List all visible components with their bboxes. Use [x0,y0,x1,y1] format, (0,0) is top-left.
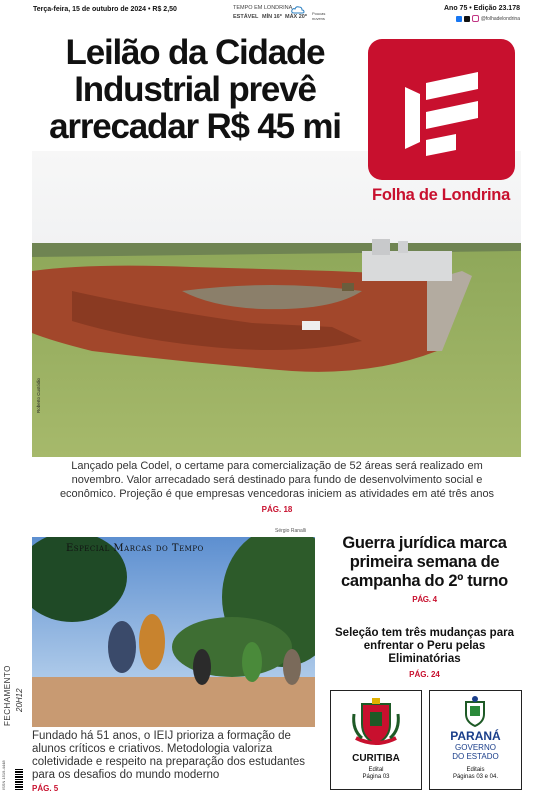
ad-parana-subtitle1: GOVERNO [455,743,496,752]
ad-curitiba-line1: Edital [368,767,384,773]
parana-coat-of-arms-icon [458,694,492,728]
story-election[interactable] [327,534,522,604]
main-caption-text: Lançado pela Codel, o certame para comercialização de 52 áreas será realizado em novembro. Valor arrecadado será destinado para fundo de desenvolvimento social e econômico. Projeção é que empresas vencedoras iniciem as atividades em até três anos [59,460,495,500]
social-handle[interactable]: @folhadelondrina [480,15,520,22]
ad-parana-line2: Páginas 03 e 04. [452,774,499,780]
secondary-page-ref[interactable]: PÁG. 5 [32,784,59,793]
weather-max: MÁX 20º [285,14,307,20]
secondary-photo-title: Especial Marcas do Tempo [66,543,204,554]
folha-logo[interactable] [368,39,515,180]
facebook-icon[interactable] [456,16,462,22]
date-price: Terça-feira, 15 de outubro de 2024 • R$ 2,50 [33,6,177,13]
barcode [15,768,23,790]
brand-name[interactable]: Folha de Londrina [372,186,510,204]
weather-min: MÍN 16º [262,14,282,20]
story-election-page-ref[interactable]: PÁG. 4 [412,595,437,604]
closing-label: FECHAMENTO [3,665,12,726]
main-caption [48,459,506,517]
weather-icon-label: Poucas nuvens [312,11,326,21]
story-election-headline[interactable]: Guerra jurídica marca primeira semana de campanha do 2º turno [341,534,508,590]
curitiba-coat-of-arms-icon [348,694,404,750]
cloud-icon [291,5,305,14]
secondary-photo [32,537,315,727]
story-football-headline[interactable]: Seleção tem três mudanças para enfrentar o Peru pelas Eliminatórias [335,627,514,665]
ad-curitiba[interactable] [330,690,422,790]
edition-number: Ano 75 • Edição 23.178 [444,5,520,12]
weather-title: TEMPO EM LONDRINA [233,5,293,11]
secondary-text [32,730,315,795]
top-bar [33,5,520,23]
ad-parana-subtitle2: DO ESTADO [452,752,499,761]
ad-parana-title: PARANÁ [450,729,501,743]
issn: ISSN 1519-4448 [1,760,6,790]
story-football-page-ref[interactable]: PÁG. 24 [409,670,440,679]
weather-state: ESTÁVEL [233,14,259,20]
main-photo-credit: Roberto Custódio [36,377,41,413]
closing-time: 20H12 [15,688,24,712]
secondary-text-body: Fundado há 51 anos, o IEIJ prioriza a formação de alunos críticos e criativos. Metodologia valoriza coletividade e respeito na preparação dos estudantes para os desafios do mundo moderno [32,730,305,781]
x-icon[interactable] [464,16,470,22]
ad-parana[interactable] [429,690,522,790]
folha-logo-mark [368,39,515,180]
ad-curitiba-city: CURITIBA [352,753,400,764]
secondary-photo-credit: Sérgio Ranalli [275,528,307,534]
main-headline[interactable]: Leilão da Cidade Industrial prevê arrecadar R$ 45 mi [49,33,341,146]
ad-curitiba-line2: Página 03 [362,774,390,780]
story-football[interactable] [327,627,522,679]
ad-parana-line1: Editais [466,767,485,773]
social-row [456,15,520,22]
main-page-ref[interactable]: PÁG. 18 [261,505,293,514]
instagram-icon[interactable] [472,15,479,22]
